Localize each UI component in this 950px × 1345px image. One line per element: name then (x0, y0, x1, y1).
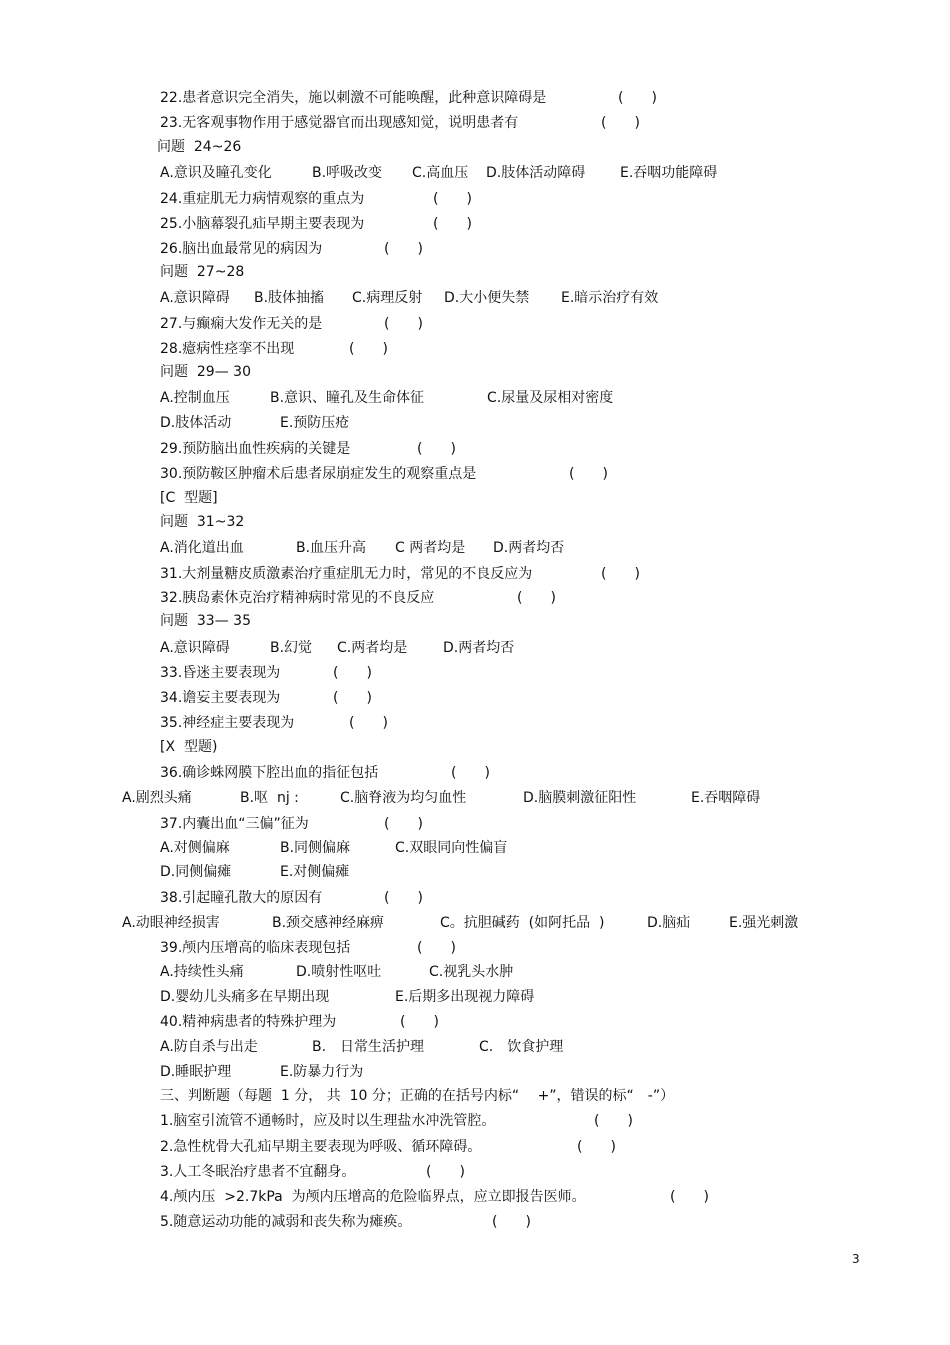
text-segment: E.吞咽功能障碍 (620, 165, 718, 181)
text-segment: ( ) (384, 890, 423, 906)
text-line: A.剧烈头痛 (122, 790, 192, 806)
text-segment: C. 饮食护理 (479, 1039, 564, 1055)
text-segment: ( ) (670, 1189, 709, 1205)
text-line: A.控制血压 (160, 390, 230, 406)
text-line: D.婴幼儿头痛多在早期出现 (160, 989, 330, 1005)
text-segment: C.视乳头水肿 (429, 964, 514, 980)
text-line: [X 型题) (160, 739, 218, 755)
text-line: 39.颅内压增高的临床表现包括 (160, 940, 351, 956)
text-line: [C 型题] (160, 490, 218, 506)
text-segment: B.颈交感神经麻痹 (272, 915, 385, 931)
text-segment: D.脑疝 (647, 915, 691, 931)
text-line: A.意识障碍 (160, 290, 230, 306)
text-segment: D.两者均否 (493, 540, 565, 556)
text-line: 38.引起瞳孔散大的原因有 (160, 890, 323, 906)
text-line: 问题 29— 30 (160, 364, 251, 380)
text-line: A.意识障碍 (160, 640, 230, 656)
text-segment: ( ) (601, 566, 640, 582)
text-segment: ( ) (517, 590, 556, 606)
text-segment: C.尿量及尿相对密度 (487, 390, 614, 406)
text-segment: C.双眼同向性偏盲 (395, 840, 508, 856)
text-line: 30.预防鞍区肿瘤术后患者尿崩症发生的观察重点是 (160, 466, 477, 482)
text-segment: E.强光刺激 (729, 915, 799, 931)
text-line: 24.重症肌无力病情观察的重点为 (160, 191, 365, 207)
page-number: 3 (852, 1252, 860, 1266)
text-segment: B. 日常生活护理 (312, 1039, 425, 1055)
text-segment: D.两者均否 (443, 640, 515, 656)
text-line: 23.无客观事物作用于感觉器官而出现感知觉，说明患者有 (160, 115, 519, 131)
text-segment: C.高血压 (412, 165, 469, 181)
text-line: A.防自杀与出走 (160, 1039, 258, 1055)
text-segment: ( ) (349, 715, 388, 731)
text-line: A.持续性头痛 (160, 964, 244, 980)
text-segment: E.吞咽障碍 (691, 790, 761, 806)
text-segment: C.两者均是 (337, 640, 408, 656)
text-line: 三、判断题（每题 1 分， 共 10 分；正确的在括号内标“ +”，错误的标“ -”） (160, 1088, 675, 1104)
text-line: 37.内囊出血“三偏”征为 (160, 816, 309, 832)
text-line: 26.脑出血最常见的病因为 (160, 241, 323, 257)
text-segment: ( ) (569, 466, 608, 482)
text-segment: ( ) (601, 115, 640, 131)
text-line: 5.随意运动功能的减弱和丧失称为瘫痪。 (160, 1214, 412, 1230)
text-line: 问题 27~28 (160, 264, 245, 280)
text-segment: ( ) (349, 341, 388, 357)
text-line: 34.谵妄主要表现为 (160, 690, 281, 706)
text-line: 35.神经症主要表现为 (160, 715, 295, 731)
text-segment: ( ) (433, 191, 472, 207)
text-segment: B.呕 nj : (240, 790, 299, 806)
text-line: A.消化道出血 (160, 540, 244, 556)
text-line: 29.预防脑出血性疾病的关键是 (160, 441, 351, 457)
text-segment: C 两者均是 (395, 540, 466, 556)
text-segment: D.脑膜刺激征阳性 (523, 790, 637, 806)
text-segment: ( ) (433, 216, 472, 232)
text-segment: B.肢体抽搐 (254, 290, 325, 306)
text-segment: ( ) (594, 1113, 633, 1129)
text-segment: ( ) (451, 765, 490, 781)
text-segment: D.肢体活动障碍 (486, 165, 586, 181)
text-line: 33.昏迷主要表现为 (160, 665, 281, 681)
text-line: 28.癔病性痉挛不出现 (160, 341, 295, 357)
text-segment: E.防暴力行为 (280, 1064, 364, 1080)
text-line: 问题 24~26 (157, 139, 242, 155)
text-line: 问题 31~32 (160, 514, 245, 530)
text-line: 3.人工冬眠治疗患者不宜翻身。 (160, 1164, 356, 1180)
text-line: D.肢体活动 (160, 415, 232, 431)
text-segment: C.脑脊液为均匀血性 (340, 790, 467, 806)
text-segment: C.病理反射 (352, 290, 423, 306)
text-segment: C。抗胆碱药 (如阿托品 ) (440, 915, 605, 931)
text-segment: B.意识、瞳孔及生命体征 (270, 390, 425, 406)
text-segment: B.幻觉 (270, 640, 313, 656)
text-segment: ( ) (618, 90, 657, 106)
text-segment: D.喷射性呕吐 (296, 964, 382, 980)
text-segment: ( ) (333, 665, 372, 681)
text-segment: ( ) (417, 940, 456, 956)
text-line: D.睡眠护理 (160, 1064, 232, 1080)
text-segment: ( ) (384, 816, 423, 832)
text-segment: ( ) (426, 1164, 465, 1180)
text-line: 27.与癫痫大发作无关的是 (160, 316, 323, 332)
text-segment: E.预防压疮 (280, 415, 350, 431)
text-segment: ( ) (577, 1139, 616, 1155)
text-line: 22.患者意识完全消失，施以刺激不可能唤醒，此种意识障碍是 (160, 90, 547, 106)
text-line: A.动眼神经损害 (122, 915, 220, 931)
text-segment: E.后期多出现视力障碍 (395, 989, 535, 1005)
text-segment: ( ) (333, 690, 372, 706)
text-line: 32.胰岛素休克治疗精神病时常见的不良反应 (160, 590, 435, 606)
text-segment: B.同侧偏麻 (280, 840, 351, 856)
text-segment: ( ) (492, 1214, 531, 1230)
text-line: 25.小脑幕裂孔疝早期主要表现为 (160, 216, 365, 232)
text-line: 36.确诊蛛网膜下腔出血的指征包括 (160, 765, 379, 781)
text-segment: ( ) (400, 1014, 439, 1030)
text-segment: E.暗示治疗有效 (561, 290, 659, 306)
text-segment: E.对侧偏瘫 (280, 864, 350, 880)
text-segment: B.血压升高 (296, 540, 367, 556)
text-line: 4.颅内压 >2.7kPa 为颅内压增高的危险临界点，应立即报告医师。 (160, 1189, 586, 1205)
text-line: D.同侧偏瘫 (160, 864, 232, 880)
text-line: 1.脑室引流管不通畅时，应及时以生理盐水冲洗管腔。 (160, 1113, 496, 1129)
text-segment: D.大小便失禁 (444, 290, 530, 306)
text-segment: B.呼吸改变 (312, 165, 383, 181)
text-line: A.对侧偏麻 (160, 840, 230, 856)
text-segment: ( ) (384, 316, 423, 332)
text-line: 2.急性枕骨大孔疝早期主要表现为呼吸、循环障碍。 (160, 1139, 482, 1155)
text-segment: ( ) (417, 441, 456, 457)
text-line: 问题 33— 35 (160, 613, 251, 629)
text-line: 40.精神病患者的特殊护理为 (160, 1014, 337, 1030)
text-line: A.意识及瞳孔变化 (160, 165, 272, 181)
text-line: 31.大剂量糖皮质激素治疗重症肌无力时，常见的不良反应为 (160, 566, 533, 582)
text-segment: ( ) (384, 241, 423, 257)
